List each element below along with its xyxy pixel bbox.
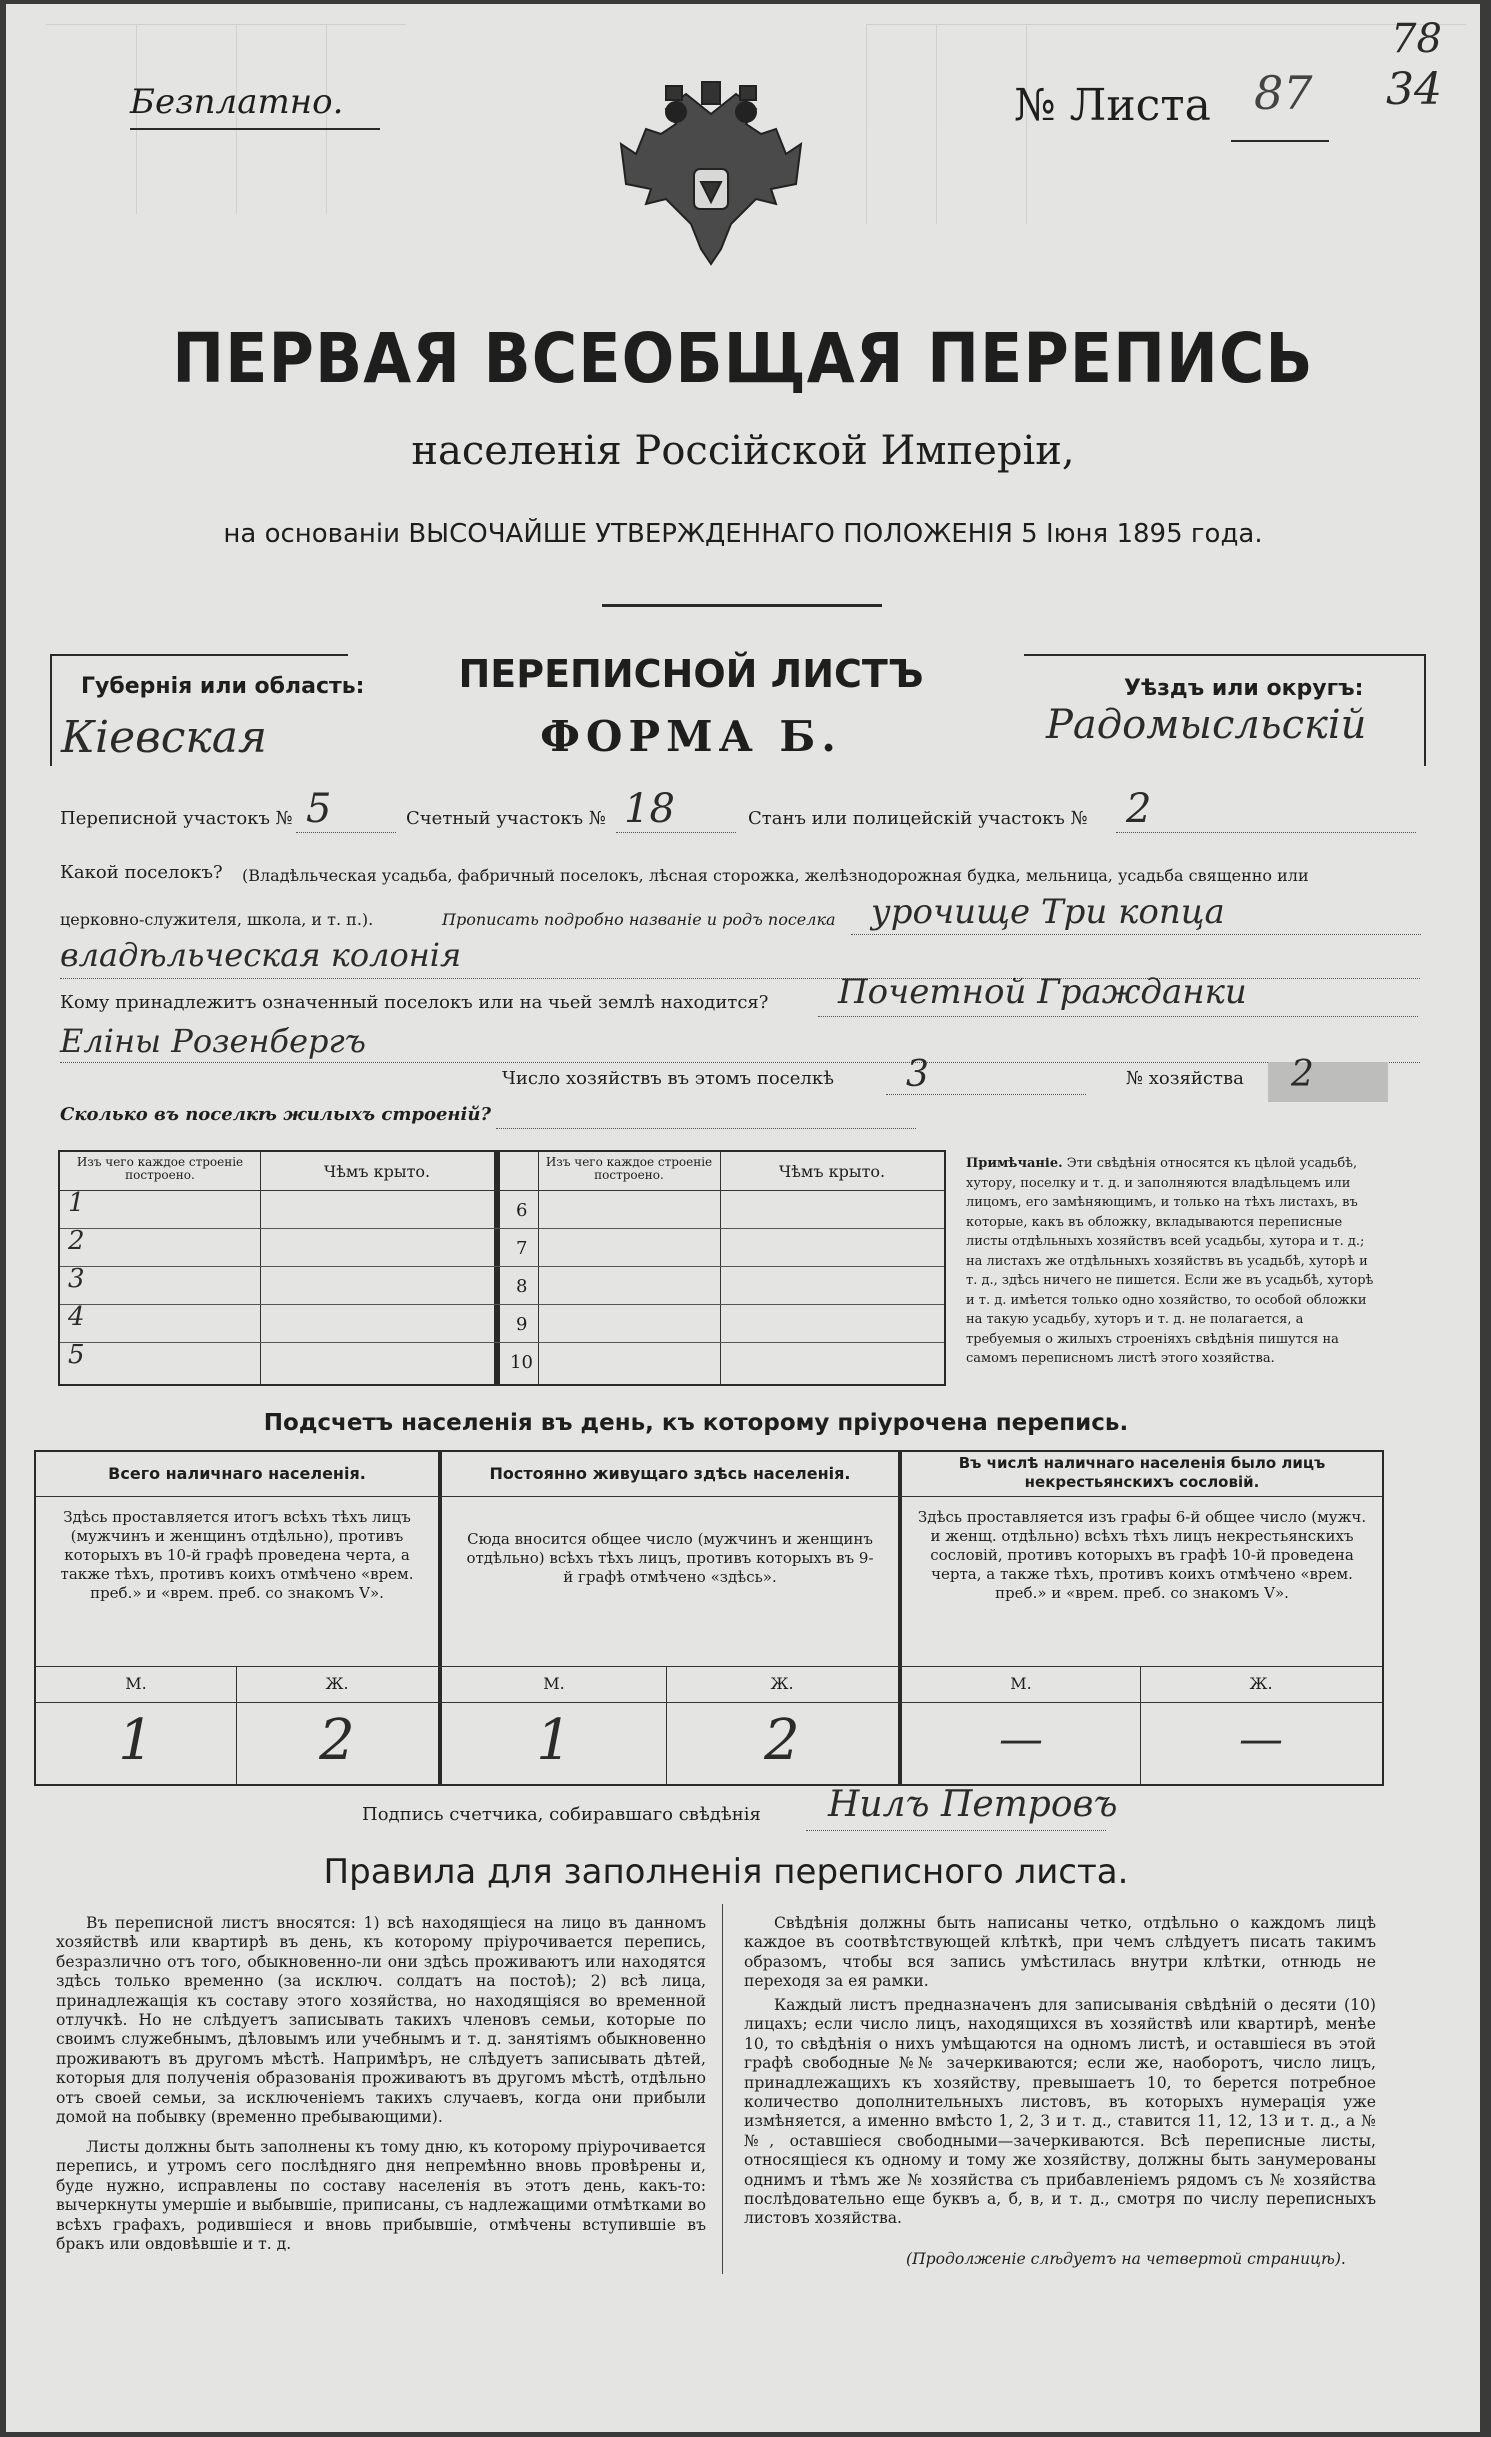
rules-column-divider	[722, 1904, 723, 2274]
owner-line-1	[818, 1016, 1418, 1017]
f-label-2: Ж.	[770, 1674, 794, 1693]
census-form-page	[6, 4, 1480, 2432]
census-area-line	[296, 832, 396, 833]
free-label: Безплатно.	[130, 82, 344, 122]
rules-right-paragraph-2: Каждый листъ предназначенъ для записыванія свѣдѣній о десяти (10) лицахъ; если число лицъ, находящихся въ хозяйствѣ или квартирѣ, менѣе 10, то свѣдѣнія о нихъ умѣщаются на одномъ листѣ, и оставшіеся въ этой графѣ свободные №№ зачеркиваются; если же, наоборотъ, число лицъ, принадлежащихъ къ хозяйству, превышаетъ 10, то берется потребное количество дополнительныхъ листовъ, въ которыхъ нумерація уже измѣняется, а именно вмѣсто 1, 2, 3 и т. д., ставится 11, 12, 13 и т. д., а №№, оставшіеся свободными—зачеркиваются. Всѣ переписные листы, относящіеся къ одному и тому же хозяйству, должны быть занумерованы однимъ и тѣмъ же № хозяйства съ прибавленіемъ рядомъ съ № хозяйства послѣдовательно еще буквъ а, б, в, и т. д., смотря по числу переписныхъ листовъ хозяйства.	[744, 1996, 1376, 2228]
rules-left-paragraph-2: Листы должны быть заполнены къ тому дню, къ которому пріурочивается перепись, и утромъ сего послѣдняго дня непремѣнно вновь провѣрены и, буде нужно, исправлены по составу населенія въ этотъ день, какъ-то: вычеркнуты умершіе и выбывшіе, приписаны, съ надлежащими отмѣтками во всѣхъ графахъ, родившіеся и вновь прибывшіе, отмѣчены вступившіе въ бракъ или овдовѣвшіе и т. д.	[56, 2138, 706, 2254]
count-area-label: Счетный участокъ №	[406, 808, 606, 829]
owner-value-1[interactable]: Почетной Гражданки	[838, 972, 1247, 1012]
population-table	[34, 1450, 1384, 1786]
district-value[interactable]: Радомысльскій	[1046, 702, 1367, 748]
settlement-value-1[interactable]: урочище Три копца	[871, 892, 1225, 932]
row-number-1: 1	[68, 1188, 85, 1218]
stan-line	[1116, 832, 1416, 833]
present-male-count[interactable]: 1	[118, 1708, 154, 1773]
stan-label: Станъ или полицейскій участокъ №	[748, 808, 1088, 829]
buildings-note	[966, 1154, 1376, 1369]
non-peasant-male-count[interactable]: —	[999, 1714, 1043, 1765]
settlement-hint-3: Прописать подробно названіе и родъ поселка	[442, 910, 836, 929]
note-title: Примѣчаніе.	[966, 1156, 1063, 1171]
f-label-1: Ж.	[325, 1674, 349, 1693]
note-text: Эти свѣдѣнія относятся къ цѣлой усадьбѣ, хутору, поселку и т. д. и заполняются владѣльцемъ или лицомъ, его замѣняющимъ, и только на тѣхъ листахъ, въ которые, какъ въ обложку, вкладываются переписные листы отдѣльныхъ хозяйствъ всей усадьбы, хутора и т. д.; на листахъ же отдѣльныхъ хозяйствъ въ усадьбѣ, хуторѣ и т. д., здѣсь ничего не пишется. Если же въ усадьбѣ, хуторѣ и т. д. имѣется только одно хозяйство, то особой обложки на такую усадьбу, хуторъ и т. д. не полагается, а требуемыя о жилыхъ строеніяхъ свѣдѣнія пишутся на самомъ переписномъ листѣ этого хозяйства.	[966, 1156, 1374, 1366]
signature-line	[806, 1830, 1106, 1831]
corner-number-bottom: 34	[1386, 64, 1442, 115]
free-underline	[130, 128, 380, 130]
owner-line-2	[60, 1062, 1420, 1063]
settlement-line-1	[851, 934, 1421, 935]
province-label: Губернія или область:	[81, 674, 365, 699]
resident-population-text: Сюда вносится общее число (мужчинъ и женщинъ отдѣльно) всѣхъ тѣхъ лицъ, противъ которыхъ въ 9-й графѣ отмѣчено «здѣсь».	[466, 1530, 874, 1586]
roof-header-right: Чѣмъ крыто.	[778, 1162, 886, 1181]
present-population-title: Всего наличнаго населенія.	[108, 1464, 366, 1483]
settlement-value-2[interactable]: владѣльческая колонія	[60, 936, 462, 974]
row-number-2: 2	[68, 1226, 85, 1256]
material-header-left: Изъ чего каждое строеніе построено.	[76, 1155, 244, 1182]
sheet-title: ПЕРЕПИСНОЙ ЛИСТЪ	[458, 652, 924, 696]
buildings-table	[58, 1150, 946, 1386]
resident-female-count[interactable]: 2	[764, 1708, 800, 1773]
district-label: Уѣздъ или округъ:	[1124, 676, 1364, 701]
bleed-through-left	[46, 24, 406, 224]
title-rule	[602, 604, 882, 607]
row-number-5: 5	[68, 1340, 85, 1370]
count-area-line	[616, 832, 736, 833]
resident-male-count[interactable]: 1	[536, 1708, 572, 1773]
resident-population-title: Постоянно живущаго здѣсь населенія.	[489, 1464, 851, 1483]
sheet-number-label: № Листа	[1014, 80, 1211, 131]
household-number-value[interactable]: 2	[1291, 1054, 1314, 1095]
population-heading: Подсчетъ населенія въ день, къ которому пріурочена перепись.	[263, 1410, 1129, 1436]
present-female-count[interactable]: 2	[319, 1708, 355, 1773]
sheet-number-underline	[1231, 140, 1329, 142]
owner-question: Кому принадлежитъ означенный поселокъ или на чьей землѣ находится?	[60, 992, 769, 1013]
non-peasant-title: Въ числѣ наличнаго населенія было лицъ некрестьянскихъ сословій.	[958, 1454, 1326, 1491]
households-line	[886, 1094, 1086, 1095]
present-population-text: Здѣсь проставляется итогъ всѣхъ тѣхъ лицъ (мужчинъ и женщинъ отдѣльно), противъ которыхъ въ 10-й графѣ проведена черта, а также тѣхъ, противъ коихъ отмѣчено «врем. преб.» и «врем. преб. со знакомъ V».	[60, 1508, 414, 1602]
households-label: Число хозяйствъ въ этомъ поселкѣ	[502, 1068, 834, 1089]
subtitle: населенія Россійской Имперіи,	[411, 428, 1075, 474]
stan-value[interactable]: 2	[1126, 786, 1152, 832]
household-number-smudge	[1268, 1062, 1388, 1102]
rules-continued-note: (Продолженіе слѣдуетъ на четвертой страницѣ).	[906, 2250, 1346, 2268]
m-label-1: М.	[125, 1674, 147, 1693]
census-area-value[interactable]: 5	[306, 786, 332, 832]
count-area-value[interactable]: 18	[624, 786, 675, 832]
row-number-3: 3	[68, 1264, 85, 1294]
material-header-right: Изъ чего каждое строеніе построено.	[545, 1155, 713, 1182]
buildings-line	[496, 1128, 916, 1129]
form-name: ФОРМА Б.	[540, 712, 842, 761]
buildings-question: Сколько въ поселкѣ жилыхъ строеній?	[60, 1104, 492, 1125]
sheet-number-value: 87	[1254, 66, 1313, 120]
m-label-3: М.	[1010, 1674, 1032, 1693]
main-title: ПЕРВАЯ ВСЕОБЩАЯ ПЕРЕПИСЬ	[172, 318, 1314, 399]
legal-basis: на основаніи ВЫСОЧАЙШЕ УТВЕРЖДЕННАГО ПОЛОЖЕНІЯ 5 Іюня 1895 года.	[223, 519, 1263, 549]
non-peasant-text: Здѣсь проставляется изъ графы 6-й общее число (мужч. и женщ. отдѣльно) всѣхъ тѣхъ лицъ некрестьянскихъ сословій, противъ которыхъ въ графѣ 10-й проведена черта, а также тѣхъ, противъ коихъ отмѣчено «врем. преб.» и «врем. преб. со знакомъ V».	[917, 1508, 1367, 1602]
row-number-10: 10	[510, 1352, 533, 1373]
rules-right-paragraph-1: Свѣдѣнія должны быть написаны четко, отдѣльно о каждомъ лицѣ каждое въ соотвѣтствующей клѣткѣ, при чемъ слѣдуетъ писать такимъ образомъ, чтобы вся запись умѣстилась внутри клѣтки, отнюдь не переходя за ея рамки.	[744, 1914, 1376, 1991]
row-number-8: 8	[516, 1276, 528, 1297]
households-value[interactable]: 3	[906, 1054, 929, 1095]
settlement-question: Какой поселокъ?	[60, 862, 223, 883]
rules-left-paragraph-1: Въ переписной листъ вносятся: 1) всѣ находящіеся на лицо въ данномъ хозяйствѣ или квартирѣ въ день, къ которому пріурочивается перепись, безразлично отъ того, обыкновенно-ли они здѣсь проживаютъ или находятся здѣсь только временно (за исключ. солдатъ на постоѣ); 2) всѣ лица, принадлежащія къ составу этого хозяйства, но находящіяся во временной отлучкѣ. Но не слѣдуетъ записывать такихъ членовъ семьи, которые по своимъ служебнымъ, дѣловымъ или учебнымъ и т. д. занятіямъ обыкновенно проживаютъ въ другомъ мѣстѣ. Напримѣръ, не слѣдуетъ записывать дѣтей, которыя для полученія образованія проживаютъ въ другомъ мѣстѣ, отдѣльно отъ своей семьи, за исключеніемъ такихъ случаевъ, когда они прибыли домой на побывку (временно пребывающими).	[56, 1914, 706, 2127]
row-number-9: 9	[516, 1314, 528, 1335]
signature-label: Подпись счетчика, собиравшаго свѣдѣнія	[362, 1804, 761, 1825]
row-number-4: 4	[68, 1302, 85, 1332]
f-label-3: Ж.	[1249, 1674, 1273, 1693]
province-value[interactable]: Кіевская	[61, 712, 268, 763]
household-number-label: № хозяйства	[1126, 1068, 1244, 1089]
non-peasant-female-count[interactable]: —	[1239, 1714, 1283, 1765]
owner-value-2[interactable]: Еліны Розенбергъ	[60, 1022, 366, 1060]
signature-value[interactable]: Нилъ Петровъ	[828, 1784, 1118, 1825]
roof-header-left: Чѣмъ крыто.	[323, 1162, 431, 1181]
rules-title: Правила для заполненія переписного листа.	[323, 1852, 1129, 1892]
settlement-hint-1: (Владѣльческая усадьба, фабричный поселокъ, лѣсная сторожка, желѣзнодорожная будка, мельница, усадьба священно или	[242, 866, 1309, 885]
imperial-eagle-emblem	[606, 74, 816, 284]
settlement-hint-2: церковно-служителя, школа, и т. п.).	[60, 910, 374, 929]
corner-number-top: 78	[1391, 16, 1442, 62]
row-number-6: 6	[516, 1200, 528, 1221]
census-area-label: Переписной участокъ №	[60, 808, 293, 829]
m-label-2: М.	[543, 1674, 565, 1693]
row-number-7: 7	[516, 1238, 528, 1259]
